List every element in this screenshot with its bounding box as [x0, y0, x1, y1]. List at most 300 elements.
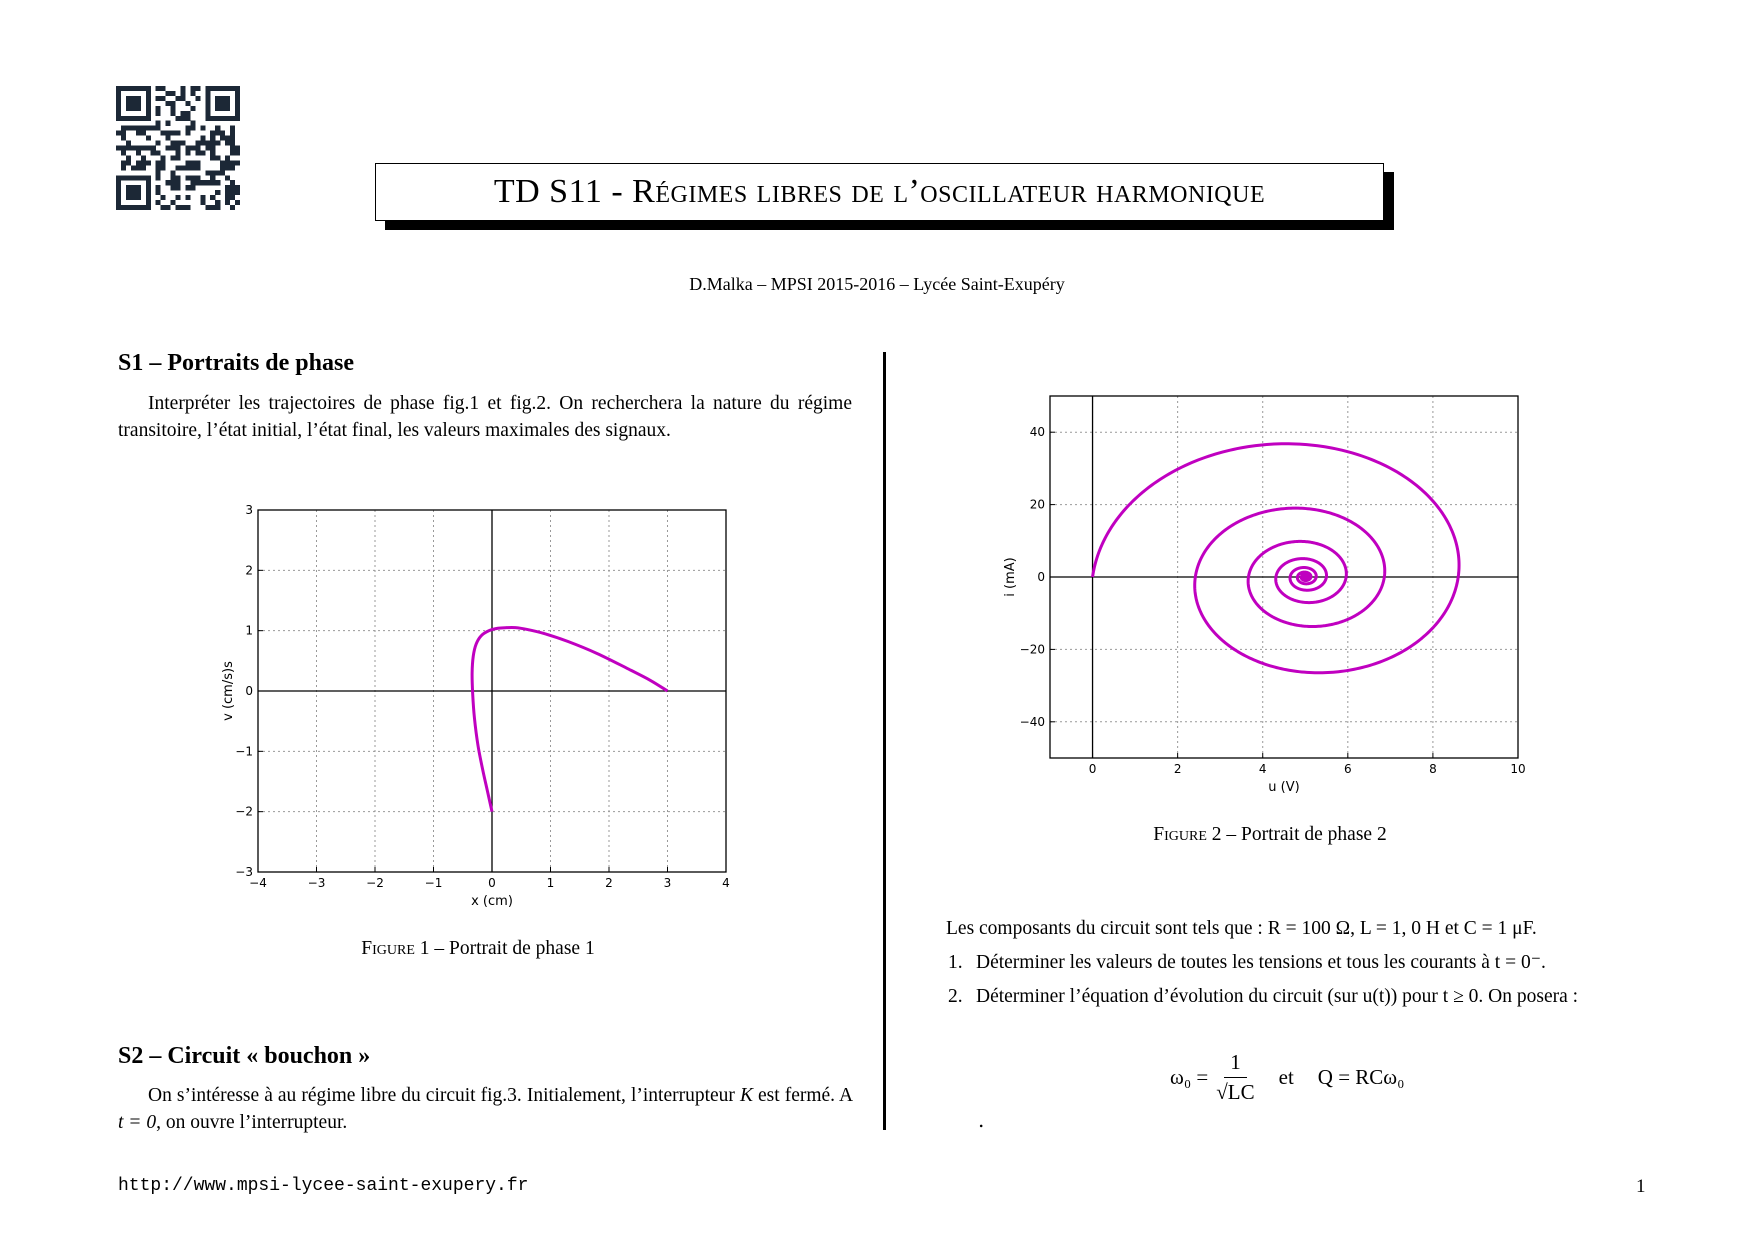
qr-module	[131, 101, 136, 106]
qr-module	[141, 126, 146, 131]
qr-module	[116, 91, 121, 96]
qr-module	[121, 131, 126, 136]
qr-module	[166, 205, 171, 210]
qr-module	[136, 86, 141, 91]
qr-module	[176, 116, 181, 121]
question-2-number: 2.	[948, 986, 963, 1007]
column-divider	[883, 352, 886, 1130]
qr-module	[121, 136, 126, 141]
qr-module	[185, 185, 190, 190]
qr-module	[136, 175, 141, 180]
question-1-number: 1.	[948, 952, 963, 973]
qr-module	[126, 146, 131, 151]
qr-module	[131, 190, 136, 195]
qr-module	[220, 101, 225, 106]
qr-module	[200, 126, 205, 131]
qr-module	[151, 126, 156, 131]
qr-module	[136, 126, 141, 131]
qr-module	[126, 96, 131, 101]
qr-module	[176, 175, 181, 180]
qr-module	[195, 160, 200, 165]
qr-module	[151, 146, 156, 151]
qr-module	[131, 86, 136, 91]
y-tick-label: −40	[1019, 714, 1045, 729]
qr-module	[205, 146, 210, 151]
qr-module	[126, 126, 131, 131]
qr-module	[156, 126, 161, 131]
footer-url[interactable]: http://www.mpsi-lycee-saint-exupery.fr	[118, 1176, 529, 1196]
qr-module	[146, 91, 151, 96]
qr-module	[185, 195, 190, 200]
qr-module	[171, 146, 176, 151]
figure1-caption	[218, 938, 738, 960]
qr-module	[176, 96, 181, 101]
qr-module	[171, 91, 176, 96]
qr-module	[151, 150, 156, 155]
phase-trajectory-2	[1093, 444, 1460, 673]
qr-module	[230, 180, 235, 185]
x-tick-label: −4	[249, 876, 267, 890]
qr-module	[190, 106, 195, 111]
figure1-caption-text: – Portrait de phase 1	[429, 938, 595, 959]
qr-module	[225, 86, 230, 91]
qr-module	[161, 86, 166, 91]
components-text: Les composants du circuit sont tels que : R = 100 Ω, L = 1, 0 H et C = 1 μF.	[946, 918, 1537, 939]
qr-module	[141, 160, 146, 165]
qr-module	[230, 141, 235, 146]
qr-module	[230, 160, 235, 165]
qr-module	[215, 106, 220, 111]
qr-module	[235, 146, 240, 151]
qr-module	[156, 170, 161, 175]
qr-module	[225, 160, 230, 165]
qr-module	[190, 146, 195, 151]
qr-module	[146, 180, 151, 185]
qr-module	[116, 96, 121, 101]
qr-module	[195, 96, 200, 101]
qr-module	[146, 86, 151, 91]
qr-module	[131, 165, 136, 170]
qr-module	[225, 165, 230, 170]
qr-module	[220, 170, 225, 175]
qr-module	[116, 180, 121, 185]
y-tick-label: 0	[1037, 570, 1045, 584]
qr-module	[205, 141, 210, 146]
qr-module	[205, 116, 210, 121]
figure1-caption-label: Figure 1	[361, 938, 430, 959]
qr-module	[235, 116, 240, 121]
qr-module	[185, 111, 190, 116]
qr-module	[166, 91, 171, 96]
formula-fraction	[1216, 1050, 1254, 1105]
qr-module	[230, 190, 235, 195]
qr-module	[225, 155, 230, 160]
y-axis-label: i (mA)	[1003, 557, 1018, 597]
qr-module	[116, 106, 121, 111]
qr-module	[190, 86, 195, 91]
qr-module	[230, 195, 235, 200]
qr-module	[126, 160, 131, 165]
qr-module	[141, 146, 146, 151]
qr-module	[195, 150, 200, 155]
x-tick-label: −3	[307, 876, 326, 890]
qr-module	[180, 141, 185, 146]
y-tick-label: 0	[245, 684, 253, 698]
qr-module	[156, 165, 161, 170]
qr-module	[156, 111, 161, 116]
qr-module	[136, 146, 141, 151]
qr-module	[235, 150, 240, 155]
figure1-chart	[218, 500, 738, 910]
qr-module	[166, 101, 171, 106]
qr-module	[225, 136, 230, 141]
qr-module	[195, 146, 200, 151]
y-tick-label: −1	[235, 744, 253, 759]
qr-module	[215, 155, 220, 160]
y-tick-label: 3	[245, 503, 253, 517]
qr-module	[220, 131, 225, 136]
qr-module	[235, 101, 240, 106]
qr-module	[146, 185, 151, 190]
qr-module	[210, 155, 215, 160]
qr-module	[156, 141, 161, 146]
qr-module	[161, 205, 166, 210]
x-tick-label: −1	[424, 876, 443, 890]
qr-module	[121, 126, 126, 131]
qr-module	[190, 180, 195, 185]
formula-connector: et	[1278, 1065, 1294, 1089]
qr-module	[215, 116, 220, 121]
qr-module	[230, 165, 235, 170]
qr-module	[146, 101, 151, 106]
qr-module	[136, 190, 141, 195]
qr-module	[116, 86, 121, 91]
qr-module	[210, 195, 215, 200]
qr-module	[126, 101, 131, 106]
qr-module	[146, 136, 151, 141]
qr-module	[220, 160, 225, 165]
x-axis-label: u (V)	[1268, 780, 1300, 795]
qr-module	[180, 205, 185, 210]
qr-module	[156, 190, 161, 195]
qr-module	[215, 101, 220, 106]
qr-module	[225, 190, 230, 195]
qr-module	[200, 180, 205, 185]
qr-module	[131, 205, 136, 210]
qr-module	[136, 116, 141, 121]
qr-module	[136, 106, 141, 111]
y-axis-label: v (cm/s)s	[221, 661, 236, 721]
qr-module	[230, 131, 235, 136]
qr-module	[210, 136, 215, 141]
question-1	[948, 949, 1648, 976]
y-tick-label: −20	[1019, 642, 1045, 657]
qr-module	[210, 141, 215, 146]
qr-module	[215, 96, 220, 101]
qr-module	[116, 146, 121, 151]
qr-module	[185, 160, 190, 165]
qr-module	[235, 200, 240, 205]
qr-module	[171, 111, 176, 116]
qr-module	[180, 116, 185, 121]
qr-module	[146, 106, 151, 111]
qr-module	[215, 205, 220, 210]
qr-module	[210, 170, 215, 175]
qr-module	[136, 185, 141, 190]
qr-module	[210, 131, 215, 136]
qr-module	[220, 165, 225, 170]
qr-module	[136, 195, 141, 200]
qr-module	[185, 146, 190, 151]
qr-module	[146, 116, 151, 121]
qr-module	[136, 96, 141, 101]
qr-module	[136, 205, 141, 210]
qr-module	[171, 185, 176, 190]
qr-module	[205, 106, 210, 111]
qr-module	[220, 96, 225, 101]
qr-module	[230, 136, 235, 141]
qr-module	[156, 121, 161, 126]
qr-module	[176, 155, 181, 160]
qr-module	[205, 96, 210, 101]
qr-module	[121, 205, 126, 210]
qr-module	[225, 96, 230, 101]
page-number: 1	[1636, 1176, 1646, 1197]
qr-module	[200, 136, 205, 141]
qr-module	[146, 175, 151, 180]
qr-module	[136, 160, 141, 165]
question-2	[948, 983, 1648, 1010]
section1-text: Interpréter les trajectoires de phase fig.1 et fig.2. On recherchera la nature du régime transitoire, l’état initial, l’état final, les valeurs maximales des signaux.	[118, 393, 852, 441]
x-tick-label: 0	[1088, 762, 1097, 776]
qr-module	[126, 205, 131, 210]
qr-module	[141, 165, 146, 170]
qr-module	[121, 86, 126, 91]
qr-module	[195, 141, 200, 146]
qr-module	[195, 86, 200, 91]
qr-module	[215, 126, 220, 131]
qr-module	[166, 146, 171, 151]
qr-module	[225, 141, 230, 146]
qr-module	[146, 195, 151, 200]
qr-module	[235, 86, 240, 91]
qr-module	[116, 131, 121, 136]
qr-module	[230, 150, 235, 155]
s2-text-2: est fermé. A	[752, 1085, 852, 1106]
formula-numerator: 1	[1224, 1050, 1247, 1078]
qr-module	[185, 175, 190, 180]
qr-module	[195, 165, 200, 170]
qr-module	[215, 200, 220, 205]
qr-module	[126, 175, 131, 180]
section1-heading: S1 – Portraits de phase	[118, 350, 354, 376]
qr-module	[161, 155, 166, 160]
y-tick-label: −3	[235, 865, 253, 879]
qr-module	[161, 131, 166, 136]
qr-module	[235, 160, 240, 165]
qr-module	[126, 86, 131, 91]
qr-module	[235, 185, 240, 190]
qr-module	[141, 155, 146, 160]
qr-module	[210, 86, 215, 91]
qr-module	[116, 205, 121, 210]
qr-module	[205, 101, 210, 106]
qr-module	[126, 195, 131, 200]
qr-module	[215, 170, 220, 175]
qr-module	[146, 200, 151, 205]
qr-module	[215, 180, 220, 185]
qr-module	[210, 116, 215, 121]
spiral-center-point	[1300, 572, 1310, 582]
x-tick-label: 0	[488, 876, 496, 890]
qr-module	[176, 185, 181, 190]
qr-module	[230, 146, 235, 151]
qr-module	[176, 205, 181, 210]
qr-module	[205, 86, 210, 91]
qr-module	[230, 116, 235, 121]
qr-module	[126, 155, 131, 160]
qr-module	[146, 111, 151, 116]
qr-module	[205, 111, 210, 116]
qr-module	[220, 86, 225, 91]
qr-module	[171, 155, 176, 160]
qr-module	[190, 126, 195, 131]
y-tick-label: 20	[1029, 497, 1045, 512]
qr-module	[156, 96, 161, 101]
qr-module	[136, 101, 141, 106]
qr-module	[200, 141, 205, 146]
qr-module	[185, 116, 190, 121]
qr-module	[215, 86, 220, 91]
qr-module	[225, 106, 230, 111]
qr-module	[225, 116, 230, 121]
x-tick-label: −2	[366, 876, 384, 890]
qr-module	[215, 141, 220, 146]
formula-denominator: √LC	[1216, 1080, 1255, 1104]
qr-module	[161, 195, 166, 200]
qr-module	[116, 200, 121, 205]
qr-module	[171, 180, 176, 185]
x-tick-label: 4	[1258, 762, 1267, 776]
qr-module	[161, 160, 166, 165]
qr-module	[146, 160, 151, 165]
qr-module	[225, 195, 230, 200]
qr-module	[126, 190, 131, 195]
qr-module	[171, 131, 176, 136]
qr-module	[205, 170, 210, 175]
qr-module	[141, 175, 146, 180]
qr-module	[235, 106, 240, 111]
qr-module	[195, 175, 200, 180]
qr-module	[131, 126, 136, 131]
qr-module	[210, 146, 215, 151]
qr-module	[171, 141, 176, 146]
qr-module	[131, 185, 136, 190]
qr-module	[185, 126, 190, 131]
qr-module	[121, 146, 126, 151]
qr-module	[176, 180, 181, 185]
qr-module	[161, 165, 166, 170]
qr-module	[156, 150, 161, 155]
qr-module	[116, 185, 121, 190]
qr-module	[121, 165, 126, 170]
qr-module	[180, 86, 185, 91]
title-box	[375, 163, 1384, 221]
y-tick-label: 40	[1029, 425, 1045, 440]
qr-module	[225, 175, 230, 180]
qr-module	[205, 205, 210, 210]
qr-module	[121, 116, 126, 121]
question-1-text: Déterminer les valeurs de toutes les tensions et tous les courants à t = 0⁻.	[976, 952, 1546, 973]
figure2-caption-text: – Portrait de phase 2	[1221, 824, 1387, 845]
formula	[1170, 1050, 1404, 1105]
qr-module	[190, 160, 195, 165]
qr-module	[190, 175, 195, 180]
figure2-caption	[1000, 824, 1540, 846]
qr-module	[171, 200, 176, 205]
qr-module	[220, 106, 225, 111]
qr-module	[161, 96, 166, 101]
qr-module	[166, 131, 171, 136]
qr-module	[156, 160, 161, 165]
x-tick-label: 8	[1429, 762, 1437, 776]
qr-module	[210, 180, 215, 185]
figure2-caption-label: Figure 2	[1153, 824, 1222, 845]
qr-module	[126, 141, 131, 146]
figure2-chart	[1000, 388, 1540, 798]
qr-module	[131, 96, 136, 101]
qr-module	[180, 111, 185, 116]
qr-module	[116, 116, 121, 121]
qr-module	[116, 101, 121, 106]
qr-module	[200, 200, 205, 205]
qr-module	[200, 195, 205, 200]
question-2-text: Déterminer l’équation d’évolution du circuit (sur u(t)) pour t ≥ 0. On posera :	[976, 986, 1579, 1007]
y-tick-label: −2	[235, 804, 253, 819]
qr-module	[156, 200, 161, 205]
qr-module	[116, 175, 121, 180]
qr-module	[156, 86, 161, 91]
qr-module	[176, 131, 181, 136]
qr-module	[166, 180, 171, 185]
qr-module	[146, 126, 151, 131]
qr-module	[220, 136, 225, 141]
qr-module	[230, 205, 235, 210]
qr-module	[185, 150, 190, 155]
qr-module	[180, 91, 185, 96]
x-tick-label: 10	[1510, 762, 1526, 776]
qr-module	[131, 146, 136, 151]
qr-module	[131, 106, 136, 111]
x-tick-label: 3	[663, 876, 672, 890]
qr-module	[176, 165, 181, 170]
qr-module	[131, 195, 136, 200]
phase-trajectory-1	[472, 627, 667, 811]
qr-module	[190, 121, 195, 126]
qr-module	[210, 205, 215, 210]
qr-module	[230, 86, 235, 91]
y-tick-label: 2	[245, 563, 253, 578]
qr-module	[141, 205, 146, 210]
x-tick-label: 6	[1343, 762, 1352, 776]
qr-module	[210, 150, 215, 155]
qr-module	[230, 185, 235, 190]
qr-module	[131, 116, 136, 121]
qr-module	[121, 160, 126, 165]
qr-module	[156, 185, 161, 190]
qr-module	[166, 121, 171, 126]
qr-module	[141, 116, 146, 121]
